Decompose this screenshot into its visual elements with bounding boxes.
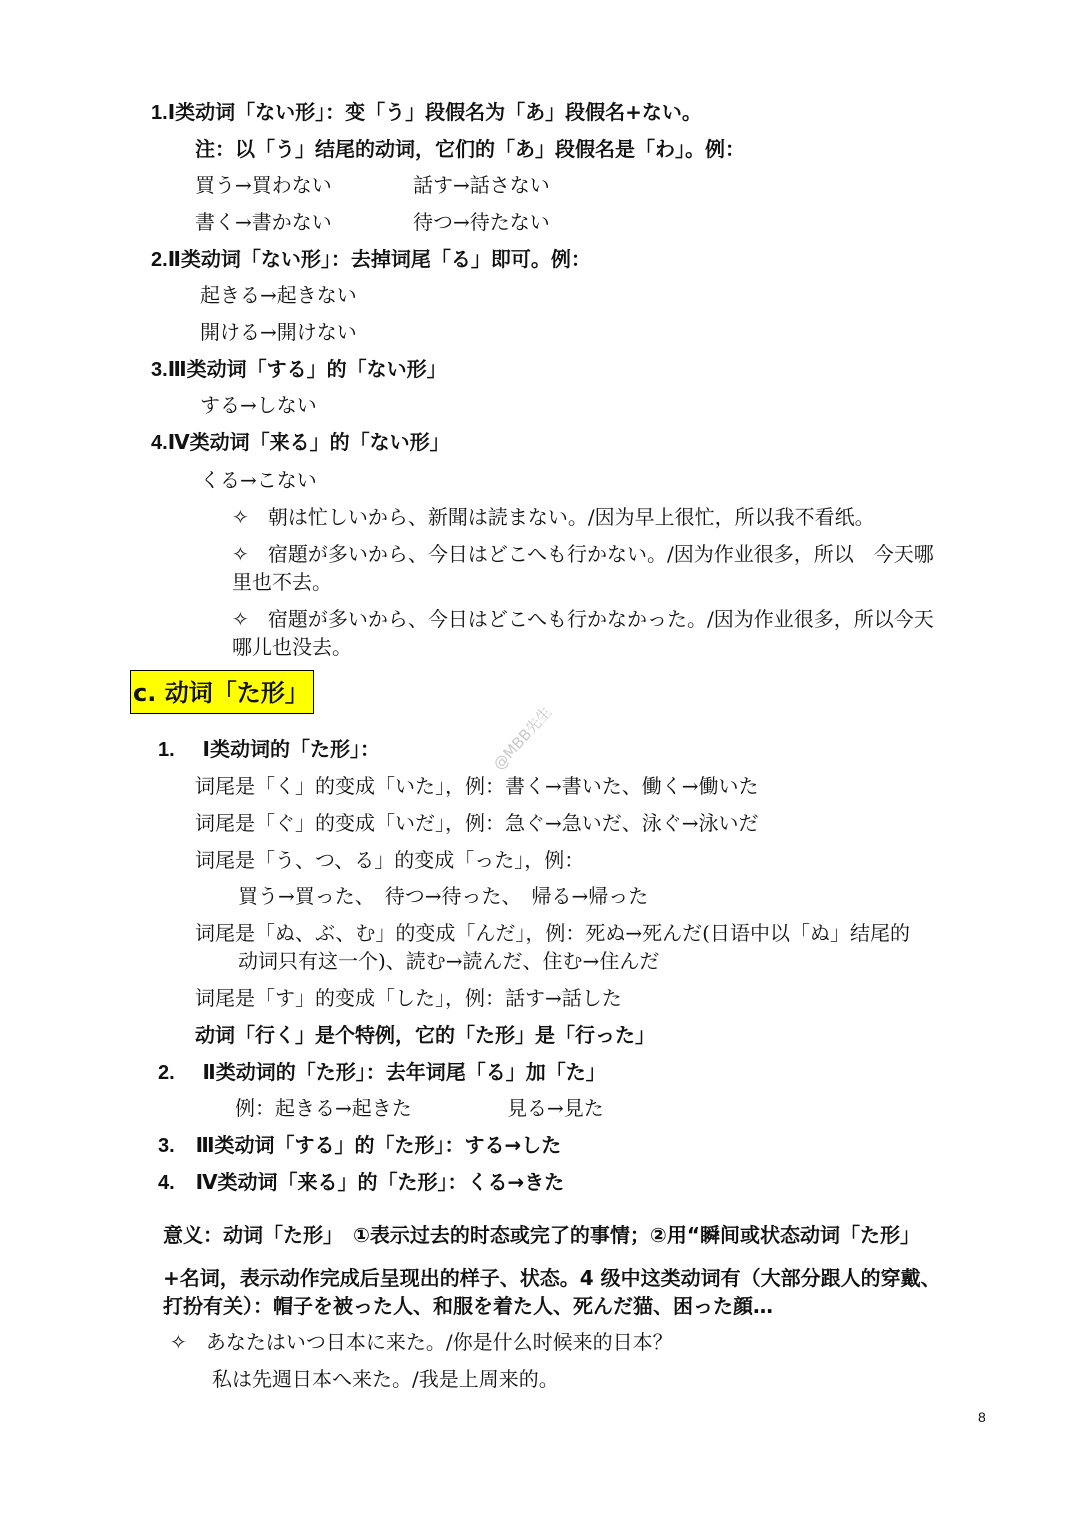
example: する→しない xyxy=(200,393,317,417)
rule-1-note: 注：以「う」结尾的动词，它们的「あ」段假名是「わ」。例： xyxy=(195,137,745,161)
example-sentence-answer: 私は先週日本へ来た。/我是上周来的。 xyxy=(212,1367,559,1391)
example: 買う→買わない xyxy=(195,173,332,197)
rule-title: Ⅱ类动词的「た形」：去年词尾「る」加「た」 xyxy=(202,1060,606,1084)
rule-number: 4. xyxy=(151,432,168,454)
rule-2-heading xyxy=(151,245,591,274)
rule-line: 词尾是「ぐ」的变成「いだ」，例：急ぐ→急いだ、泳ぐ→泳いだ xyxy=(195,811,759,835)
rule-title: Ⅰ类动词「ない形」：变「う」段假名为「あ」段假名+ない。 xyxy=(167,100,702,124)
sentence-text: あなたはいつ日本に来た。/你是什么时候来的日本？ xyxy=(205,1330,673,1354)
example: くる→こない xyxy=(200,468,317,492)
bullet-icon: ✧ xyxy=(232,607,249,631)
example: 見る→見た xyxy=(507,1096,604,1120)
rule-title: Ⅳ类动词「来る」的「た形」：くる→きた xyxy=(195,1170,565,1194)
rule-line: 词尾是「ぬ、ぶ、む」的变成「んだ」，例：死ぬ→死んだ(日语中以「ぬ」结尾的 xyxy=(195,921,910,945)
rule-4-heading xyxy=(151,428,450,457)
rule-number: 4. xyxy=(158,1172,175,1194)
sentence-text: 朝は忙しいから、新聞は読まない。/因为早上很忙，所以我不看纸。 xyxy=(267,505,875,529)
meaning-line: +名词，表示动作完成后呈现出的样子、状态。4 级中这类动词有（大部分跟人的穿戴、 xyxy=(163,1266,941,1290)
rule-title: Ⅲ类动词「する」的「た形」：する→した xyxy=(195,1133,562,1157)
example-sentence xyxy=(170,1328,673,1356)
example-sentence xyxy=(232,503,875,531)
sentence-text: 宿題が多いから、今日はどこへも行かなかった。/因为作业很多，所以今天 xyxy=(267,607,934,631)
example: 開ける→開けない xyxy=(200,320,357,344)
ta-rule-4-heading xyxy=(158,1168,564,1197)
watermark: @MBB先生 xyxy=(489,702,556,774)
example: 待つ→待たない xyxy=(413,210,550,234)
ta-rule-1-heading xyxy=(158,735,380,764)
section-heading-text: c. 动词「た形」 xyxy=(133,679,309,707)
example: 書く→書かない xyxy=(195,210,332,234)
rule-number: 1. xyxy=(158,739,175,761)
bullet-icon: ✧ xyxy=(232,505,249,529)
sentence-text: 宿題が多いから、今日はどこへも行かない。/因为作业很多，所以 今天哪 xyxy=(267,542,934,566)
special-case: 动词「行く」是个特例，它的「た形」是「行った」 xyxy=(195,1023,655,1047)
rule-1-heading xyxy=(151,98,702,127)
sentence-continuation: 里也不去。 xyxy=(232,570,332,594)
rule-3-heading xyxy=(151,355,447,384)
rule-line-continuation: 动词只有这一个)、読む→読んだ、住む→住んだ xyxy=(238,949,660,973)
rule-title: Ⅰ类动词的「た形」： xyxy=(202,737,380,761)
example-sentence xyxy=(232,540,934,568)
rule-number: 2. xyxy=(158,1062,175,1084)
rule-number: 1. xyxy=(151,102,168,124)
rule-title: Ⅲ类动词「する」的「ない形」 xyxy=(167,357,447,381)
rule-title: Ⅱ类动词「ない形」：去掉词尾「る」即可。例： xyxy=(167,247,591,271)
meaning-line: 打扮有关）：帽子を被った人、和服を着た人、死んだ猫、困った顔… xyxy=(163,1294,773,1318)
rule-example: 買う→買った、 待つ→待った、 帰る→帰った xyxy=(238,884,649,908)
bullet-icon: ✧ xyxy=(170,1330,187,1354)
rule-number: 2. xyxy=(151,249,168,271)
rule-title: Ⅳ类动词「来る」的「ない形」 xyxy=(167,430,450,454)
sentence-continuation: 哪儿也没去。 xyxy=(232,635,352,659)
rule-line: 词尾是「う、つ、る」的变成「った」，例： xyxy=(195,848,585,872)
ta-rule-2-heading xyxy=(158,1058,606,1087)
ta-rule-3-heading xyxy=(158,1131,561,1160)
bullet-icon: ✧ xyxy=(232,542,249,566)
rule-number: 3. xyxy=(151,359,168,381)
rule-line: 词尾是「く」的变成「いた」，例：書く→書いた、働く→働いた xyxy=(195,774,759,798)
example: 例：起きる→起きた xyxy=(235,1096,412,1120)
rule-line: 词尾是「す」的变成「した」，例：話す→話した xyxy=(195,986,622,1010)
page-number: 8 xyxy=(978,1409,986,1425)
example: 話す→話さない xyxy=(413,173,550,197)
example: 起きる→起きない xyxy=(200,283,357,307)
section-heading xyxy=(130,670,314,714)
meaning-line: 意义：动词「た形」 ①表示过去的时态或完了的事情；②用“瞬间或状态动词「た形」 xyxy=(163,1223,921,1247)
rule-number: 3. xyxy=(158,1135,175,1157)
example-sentence xyxy=(232,605,934,633)
